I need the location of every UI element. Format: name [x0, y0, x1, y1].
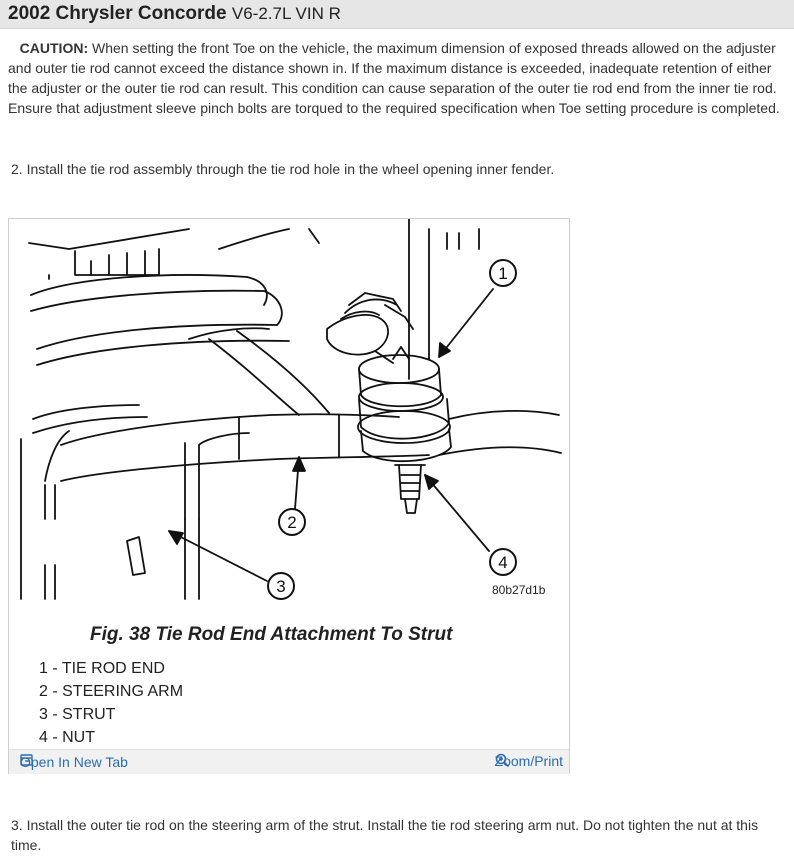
page-header [0, 0, 794, 29]
step-3-text: 3. Install the outer tie rod on the steering arm of the strut. Install the tie rod steering arm nut. Do not tighten the nut at this time. [11, 817, 759, 853]
caution-label: CAUTION: [19, 40, 89, 56]
caution-paragraph [8, 38, 788, 118]
tie-rod-illustration [9, 219, 569, 619]
figure-legend [39, 657, 183, 749]
nut-stud-drawing [395, 465, 425, 513]
callout-3-label: 3 [276, 577, 286, 596]
figure-caption: Fig. 38 Tie Rod End Attachment To Strut [90, 624, 453, 645]
arrowhead-3 [169, 531, 183, 544]
arrow-3 [169, 531, 267, 581]
figure-code: 80b27d1b [492, 583, 546, 597]
zoom-print-link[interactable] [495, 753, 563, 769]
legend-item: 2 - STEERING ARM [39, 683, 184, 700]
inner-tie-rod-drawing [327, 293, 413, 363]
engine-spec: V6-2.7L VIN R [231, 4, 341, 23]
legend-item: 1 - TIE ROD END [39, 660, 165, 677]
coil-spring-drawing [31, 275, 289, 433]
callout-2-label: 2 [287, 513, 297, 532]
vehicle-name: 2002 Chrysler Concorde [8, 3, 227, 24]
arrow-1 [439, 289, 493, 357]
open-new-tab-icon [20, 754, 33, 766]
magnifier-icon [495, 753, 510, 768]
page-title [8, 3, 341, 25]
open-in-new-tab-label: Open In New Tab [20, 754, 128, 770]
strut-mount-drawing [29, 229, 189, 279]
figure-container [8, 218, 570, 774]
zoom-print-label: Zoom/Print [494, 753, 563, 769]
open-in-new-tab-link[interactable] [20, 754, 128, 770]
legend-item: 3 - STRUT [39, 706, 116, 723]
callout-circles [268, 260, 516, 599]
figure-toolbar [9, 749, 569, 774]
tie-rod-end-drawing [358, 347, 451, 461]
strut-body-drawing [21, 431, 249, 599]
callout-4-label: 4 [498, 553, 508, 572]
callout-1-label: 1 [498, 264, 508, 283]
arrow-4 [425, 475, 489, 551]
step-2-text: 2. Install the tie rod assembly through the tie rod hole in the wheel opening inner fender. [11, 161, 555, 177]
caution-text: When setting the front Toe on the vehicle, the maximum dimension of exposed threads allowed on the adjuster and outer tie rod cannot exceed the distance shown in. If the maximum distance is exceeded, inadequate retention of either the adjuster or the outer tie rod can result. This condition can cause separation of the outer tie rod end from the inner tie rod. Ensure that adjustment sleeve pinch bolts are torqued to the required specification when Toe setting procedure is completed. [8, 40, 780, 116]
legend-item: 4 - NUT [39, 729, 95, 746]
